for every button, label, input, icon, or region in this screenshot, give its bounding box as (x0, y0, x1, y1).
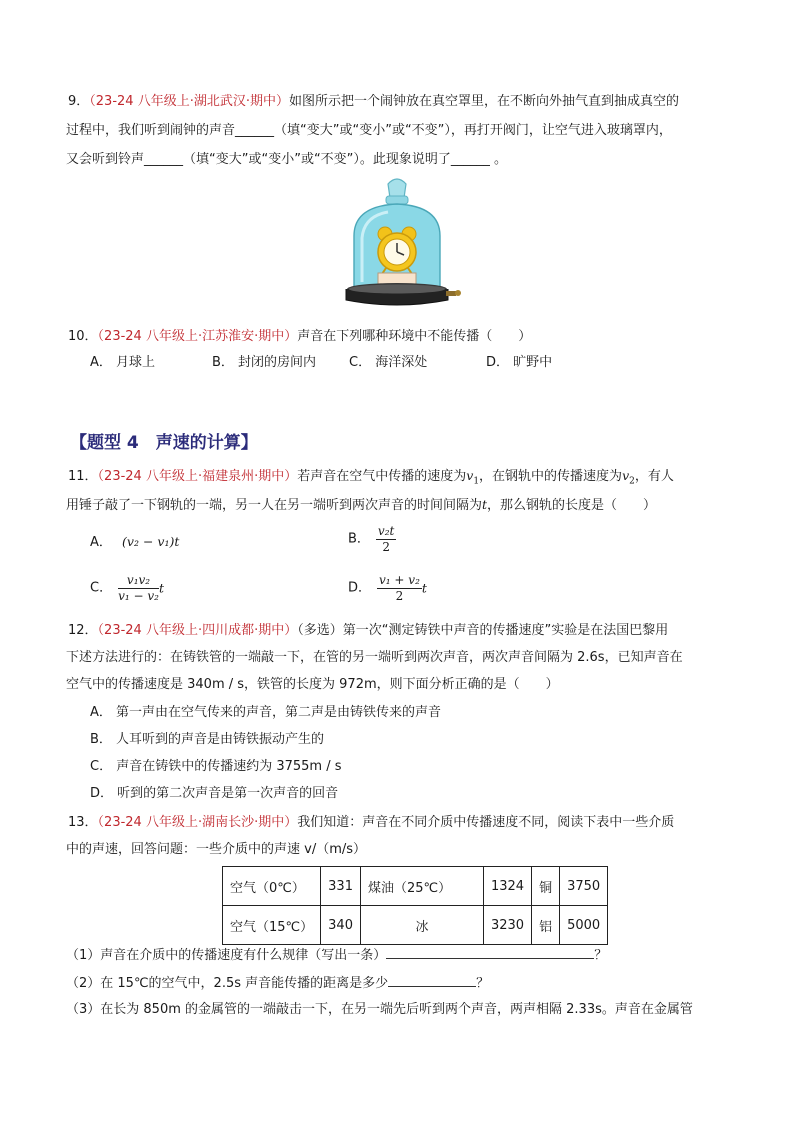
table-row (223, 906, 608, 945)
q11-option-d[interactable]: D． $\frac{\text{v₁ + v₂}}{2}$ t (348, 573, 427, 603)
q12-line1: 12．（23-24 八年级上·四川成都·期中）（多选）第一次“测定铸铁中声音的传播速度”实验是在法国巴黎用 (68, 623, 669, 638)
q10-stem: 10．（23-24 八年级上·江苏淮安·期中）声音在下列哪种环境中不能传播（ ） (68, 329, 532, 344)
q10-source: （23-24 八年级上·江苏淮安·期中） (97, 329, 298, 344)
q10-option-a[interactable]: A． 月球上 (90, 355, 156, 370)
q9-line1: 9．（23-24 八年级上·湖北武汉·期中）如图所示把一个闹钟放在真空罩里，在不断向外抽气直到抽成真空的 (68, 94, 679, 109)
q9-source: （23-24 八年级上·湖北武汉·期中） (89, 94, 289, 109)
table-cell: 5000 (560, 906, 608, 945)
q9-line2: 过程中，我们听到闹钟的声音______（填“变大”或“变小”或“不变”），再打开阀门，让空气进入玻璃罩内， (66, 123, 672, 138)
table-cell: 340 (321, 906, 361, 945)
section-title: 【题型 4 声速的计算】 (70, 433, 258, 453)
q13-part2: （2）在 15℃的空气中，2.5s 声音能传播的距离是多少 ？ (66, 972, 489, 994)
q13-line1: 13．（23-24 八年级上·湖南长沙·期中）我们知道：声音在不同介质中传播速度不同，阅读下表中一些介质 (68, 815, 675, 830)
q13-part3: （3）在长为 850m 的金属管的一端敲击一下，在另一端先后听到两个声音，两声相隔 2.33s。声音在金属管 (66, 1002, 693, 1017)
q13-source: （23-24 八年级上·湖南长沙·期中） (97, 815, 298, 830)
q12-line3: 空气中的传播速度是 340m / s，铁管的长度为 972m，则下面分析正确的是（ ） (66, 677, 559, 692)
q10-option-b[interactable]: B． 封闭的房间内 (212, 355, 317, 370)
q12-option-b[interactable]: B． 人耳听到的声音是由铸铁振动产生的 (90, 732, 325, 747)
q11-option-b[interactable]: B． $\frac{\text{v₂t}}{2}$ (348, 524, 395, 554)
q13-part2-answer-blank[interactable] (388, 972, 476, 987)
q13-part1: （1）声音在介质中的传播速度有什么规律（写出一条） ？ (66, 944, 607, 966)
q11-option-c[interactable]: C． $\frac{\text{v₁v₂}}{\text{v₁ − v₂}}$ t (90, 573, 164, 603)
q12-option-c[interactable]: C． 声音在铸铁中的传播速约为 3755m / s (90, 759, 342, 774)
table-cell: 331 (321, 867, 361, 906)
q10-option-d[interactable]: D． 旷野中 (486, 355, 553, 370)
q12-option-a[interactable]: A． 第一声由在空气传来的声音，第二声是由铸铁传来的声音 (90, 705, 442, 720)
table-cell: 铜 (532, 867, 560, 906)
bell-jar-alarm-clock-figure (330, 176, 464, 310)
q11-source: （23-24 八年级上·福建泉州·期中） (97, 469, 298, 484)
q11-line2: 用锤子敲了一下钢轨的一端，另一人在另一端听到两次声音的时间间隔为t，那么钢轨的长度是（ ） (66, 497, 657, 513)
q11-line1: 11．（23-24 八年级上·福建泉州·期中）若声音在空气中传播的速度为$v_1$，在钢轨中的传播速度为$v_2$，有人 (68, 468, 674, 487)
table-row (223, 867, 608, 906)
table-cell: 3750 (560, 867, 608, 906)
table-cell: 冰 (360, 906, 483, 945)
table-cell: 铝 (532, 906, 560, 945)
q9-line3: 又会听到铃声______（填“变大”或“变小”或“不变”）。此现象说明了______ 。 (66, 152, 508, 167)
table-cell: 3230 (483, 906, 531, 945)
q12-option-d[interactable]: D． 听到的第二次声音是第一次声音的回音 (90, 786, 339, 801)
sound-speed-table (222, 866, 608, 945)
table-cell: 1324 (483, 867, 531, 906)
table-cell: 煤油（25℃） (360, 867, 483, 906)
q10-option-c[interactable]: C． 海洋深处 (349, 355, 428, 370)
table-cell: 空气（15℃） (223, 906, 321, 945)
q12-line2: 下述方法进行的：在铸铁管的一端敲一下，在管的另一端听到两次声音，两次声音间隔为 2.6s，已知声音在 (66, 650, 683, 665)
q11-option-a[interactable]: A． (v₂ − v₁)t (90, 534, 180, 550)
q13-line2: 中的声速，回答问题：一些介质中的声速 v/（m/s） (66, 842, 367, 857)
q13-part1-answer-blank[interactable] (386, 944, 594, 959)
q12-source: （23-24 八年级上·四川成都·期中） (97, 623, 298, 638)
table-cell: 空气（0℃） (223, 867, 321, 906)
